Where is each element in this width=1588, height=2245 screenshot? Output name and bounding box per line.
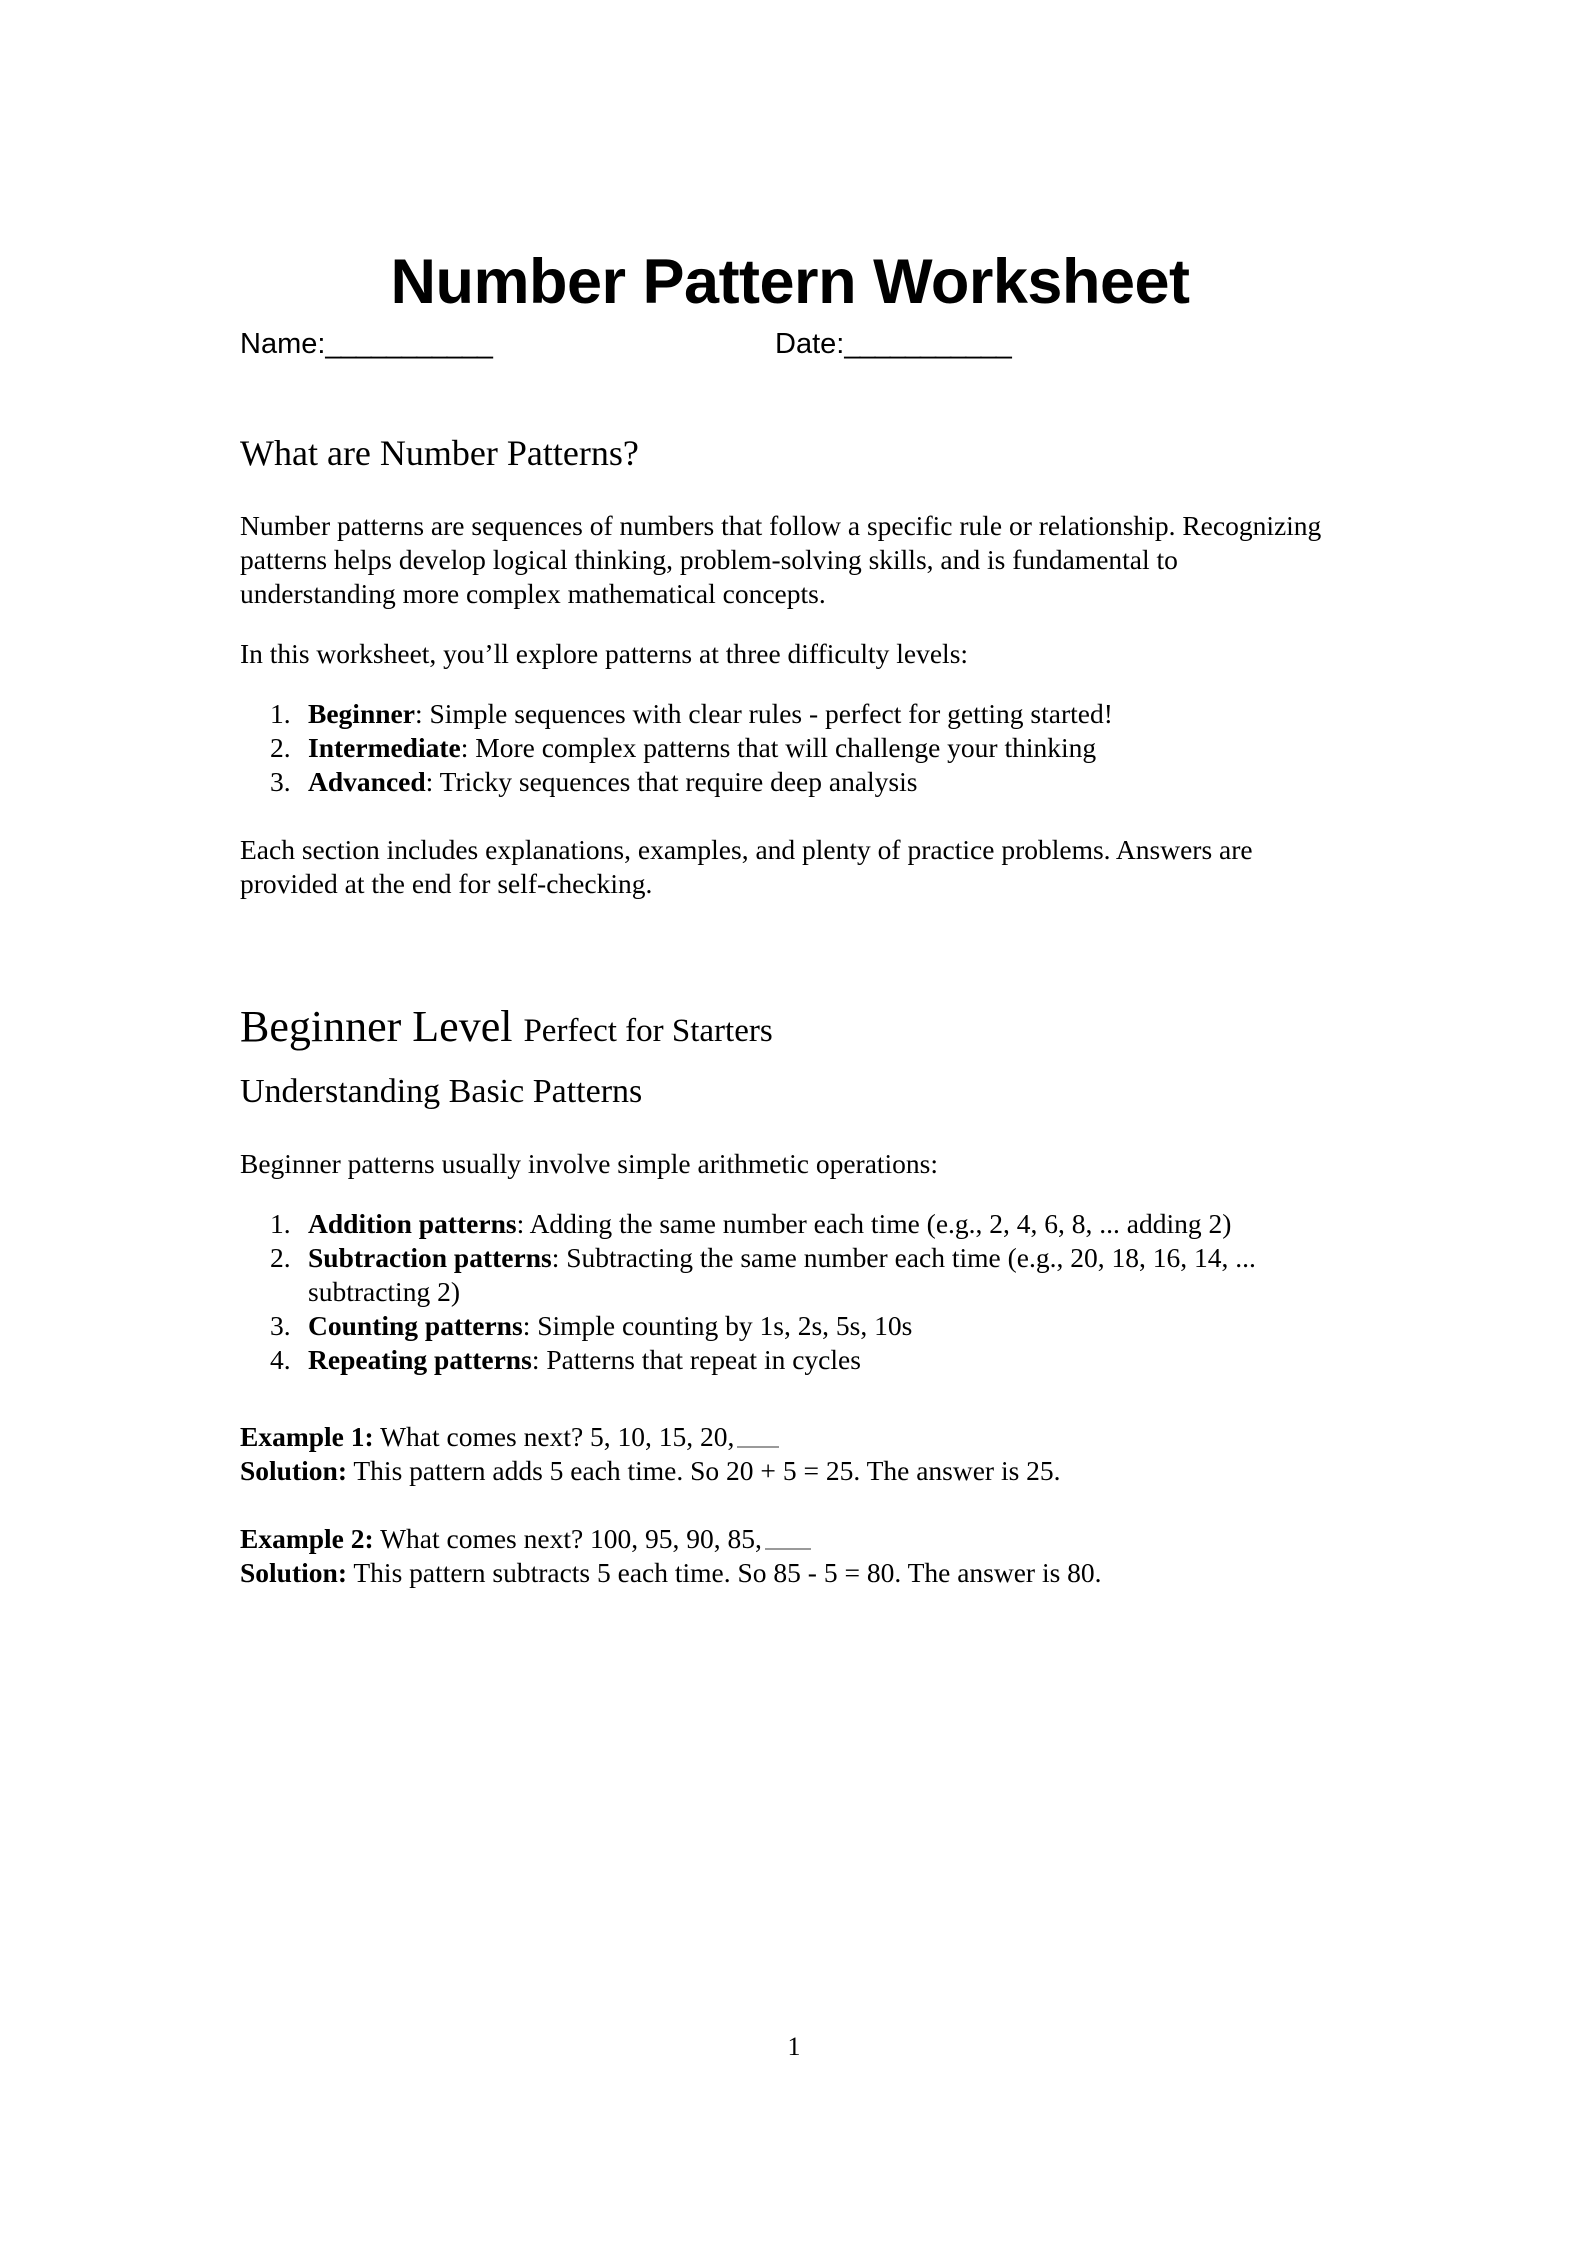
- example-2-answer-blank[interactable]: [765, 1528, 811, 1550]
- list-item: [240, 697, 1340, 731]
- intro-heading: What are Number Patterns?: [240, 433, 639, 474]
- list-item-desc: : Simple counting by 1s, 2s, 5s, 10s: [522, 1309, 913, 1341]
- list-item-term: Counting patterns: [308, 1309, 523, 1341]
- list-item-number: 2.: [270, 1241, 291, 1273]
- list-item-term: Intermediate: [308, 732, 461, 764]
- page-title: Number Pattern Worksheet: [390, 247, 1190, 317]
- beginner-level-subtitle: Perfect for Starters: [523, 1013, 773, 1050]
- intro-paragraph-1: Number patterns are sequences of numbers that follow a specific rule or relationship. Recognizing patterns helps develop logical thinking, problem-solving skills, and is fundamental to understanding more complex mathematical concepts.: [240, 510, 1322, 610]
- list-item-number: 4.: [270, 1343, 291, 1375]
- example-2-question: What comes next? 100, 95, 90, 85,: [380, 1522, 762, 1554]
- list-item: [240, 1343, 1340, 1377]
- date-field[interactable]: [775, 328, 1011, 361]
- list-item-term: Subtraction patterns: [308, 1241, 552, 1273]
- list-item-desc: : Simple sequences with clear rules - perfect for getting started!: [414, 698, 1113, 730]
- example-1-answer-blank[interactable]: [737, 1426, 779, 1448]
- example-1-solution-line: [240, 1454, 1340, 1488]
- list-item-desc: : Patterns that repeat in cycles: [531, 1343, 861, 1375]
- list-item-desc: : Tricky sequences that require deep analysis: [425, 766, 918, 798]
- example-2-solution-line: [240, 1556, 1340, 1590]
- example-2-block: [240, 1522, 1340, 1590]
- list-item-desc: : Subtracting the same number each time (e.g., 20, 18, 16, 14, ... subtracting 2): [308, 1241, 1256, 1307]
- example-1-block: [240, 1420, 1340, 1488]
- list-item-term: Addition patterns: [308, 1207, 517, 1239]
- example-2-question-line: [240, 1522, 1340, 1556]
- list-item: [240, 765, 1340, 799]
- list-item-desc: : Adding the same number each time (e.g., 2, 4, 6, 8, ... adding 2): [516, 1207, 1232, 1239]
- example-2-solution-label: Solution:: [240, 1556, 347, 1588]
- beginner-intro-paragraph: Beginner patterns usually involve simple arithmetic operations:: [240, 1147, 939, 1179]
- date-label: Date:: [775, 328, 845, 361]
- example-1-label: Example 1:: [240, 1420, 374, 1452]
- list-item: [240, 1309, 1340, 1343]
- intro-paragraph-2: In this worksheet, you’ll explore patterns at three difficulty levels:: [240, 638, 969, 670]
- list-item-number: 1.: [270, 698, 291, 730]
- list-item-desc: : More complex patterns that will challenge your thinking: [460, 732, 1097, 764]
- name-date-row: [240, 328, 1340, 380]
- page-content: [240, 0, 1340, 1590]
- list-item-term: Beginner: [308, 698, 415, 730]
- list-item-term: Repeating patterns: [308, 1343, 532, 1375]
- name-label: Name:: [240, 328, 326, 361]
- list-item-term: Advanced: [308, 766, 426, 798]
- beginner-subheading: Understanding Basic Patterns: [240, 1073, 643, 1111]
- list-item: [240, 1241, 1340, 1309]
- beginner-level-heading: [240, 1001, 1340, 1054]
- example-1-solution-label: Solution:: [240, 1454, 347, 1486]
- beginner-level-title: Beginner Level: [240, 1002, 513, 1052]
- list-item-number: 2.: [270, 732, 291, 764]
- intro-paragraph-3: Each section includes explanations, examples, and plenty of practice problems. Answers are provided at the end for self-checking.: [240, 834, 1253, 900]
- difficulty-levels-list: [240, 697, 1340, 799]
- name-blank: ___________: [325, 328, 492, 361]
- example-1-question: What comes next? 5, 10, 15, 20,: [380, 1420, 735, 1452]
- name-field[interactable]: [240, 328, 492, 361]
- list-item: [240, 731, 1340, 765]
- page-number: 1: [787, 2032, 801, 2061]
- pattern-types-list: [240, 1207, 1340, 1377]
- list-item-number: 3.: [270, 1309, 291, 1341]
- list-item: [240, 1207, 1340, 1241]
- list-item-number: 1.: [270, 1207, 291, 1239]
- example-1-solution: This pattern adds 5 each time. So 20 + 5 = 25. The answer is 25.: [353, 1454, 1061, 1486]
- example-2-label: Example 2:: [240, 1522, 374, 1554]
- date-blank: ___________: [844, 328, 1011, 361]
- example-1-question-line: [240, 1420, 1340, 1454]
- list-item-number: 3.: [270, 766, 291, 798]
- example-2-solution: This pattern subtracts 5 each time. So 85 - 5 = 80. The answer is 80.: [353, 1556, 1102, 1588]
